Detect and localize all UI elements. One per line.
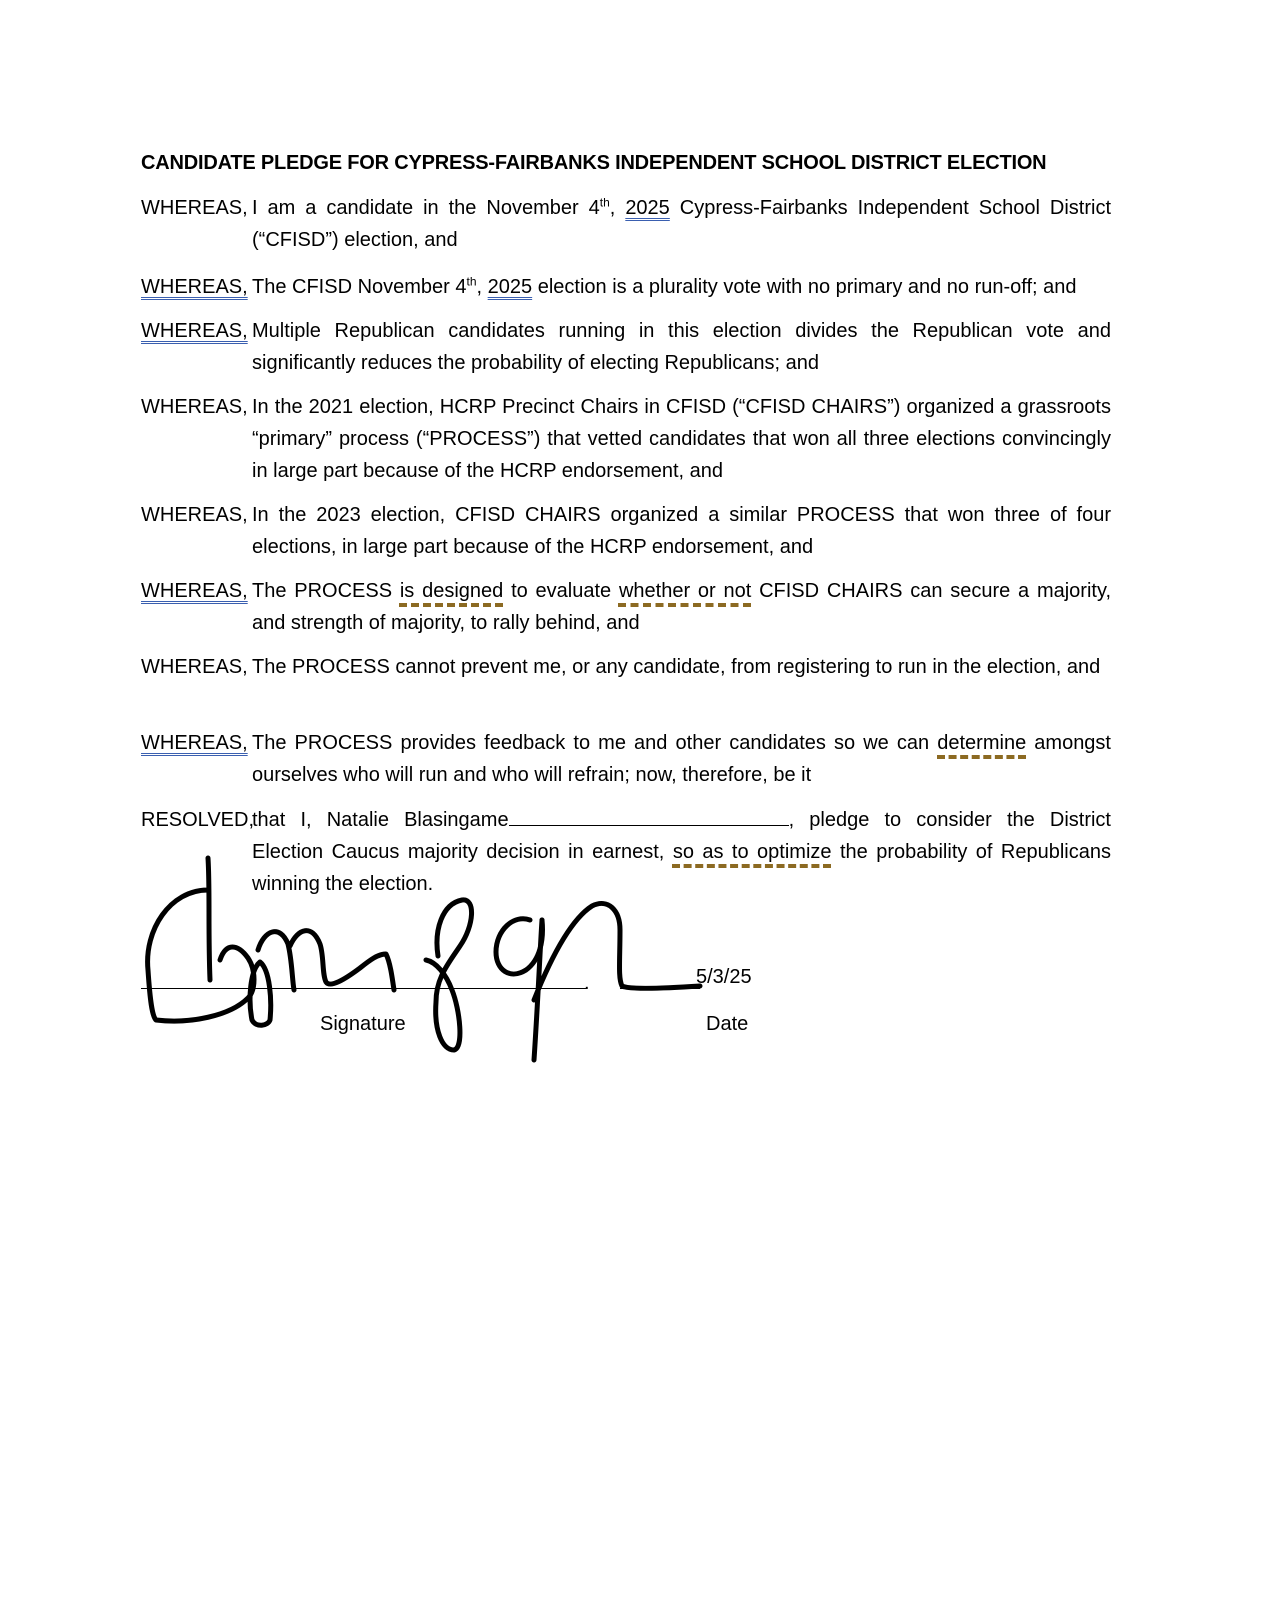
- signature-line-end: .: [584, 972, 590, 994]
- whereas-clause-3: [141, 315, 1111, 379]
- whereas-clause-1: [141, 192, 1111, 256]
- whereas-clause-4: [141, 391, 1111, 487]
- clause-label: RESOLVED,: [141, 809, 254, 831]
- clause-text: The CFISD November 4th, 2025 election is a plurality vote with no primary and no run-off; and: [252, 274, 1077, 298]
- clause-text: The PROCESS is designed to evaluate whether or not CFISD CHAIRS can secure a majority, and strength of majority, to rally behind, and: [252, 580, 1112, 634]
- clause-text: Multiple Republican candidates running in this election divides the Republican vote and significantly reduces the probability of electing Republicans; and: [252, 320, 1111, 374]
- clause-label: WHEREAS,: [141, 732, 248, 754]
- date-caption: Date: [706, 1013, 749, 1035]
- signature-caption: Signature: [320, 1013, 406, 1035]
- clause-label: WHEREAS,: [141, 396, 248, 418]
- clause-label: WHEREAS,: [141, 320, 248, 342]
- clause-label: WHEREAS,: [141, 276, 248, 298]
- clause-text: I am a candidate in the November 4th, 2025 Cypress-Fairbanks Independent School District (“CFISD”) election, and: [252, 195, 1112, 251]
- flagged-phrase: so as to optimize: [672, 841, 832, 863]
- handwritten-signature: [130, 850, 730, 1070]
- clause-label: WHEREAS,: [141, 504, 248, 526]
- clause-label: WHEREAS,: [141, 656, 248, 678]
- flagged-word: 2025: [487, 276, 533, 298]
- clause-label: WHEREAS,: [141, 197, 248, 219]
- whereas-clause-6: [141, 575, 1111, 639]
- signed-date: 5/3/25: [696, 966, 752, 988]
- whereas-clause-5: [141, 499, 1111, 563]
- name-blank-line: [509, 807, 789, 826]
- clause-text: In the 2021 election, HCRP Precinct Chairs in CFISD (“CFISD CHAIRS”) organized a grassroots “primary” process (“PROCESS”) that vetted candidates that won all three elections convincingly in large part because of the HCRP endorsement, and: [252, 396, 1111, 482]
- document-title: CANDIDATE PLEDGE FOR CYPRESS-FAIRBANKS INDEPENDENT SCHOOL DISTRICT ELECTION: [141, 152, 1047, 174]
- clause-text: The PROCESS cannot prevent me, or any candidate, from registering to run in the election, and: [252, 656, 1101, 678]
- flagged-word: 2025: [625, 197, 670, 219]
- clause-text: The PROCESS provides feedback to me and other candidates so we can determine amongst ourselves who will run and who will refrain; now, therefore, be it: [252, 732, 1111, 786]
- clause-label: WHEREAS,: [141, 580, 248, 602]
- clause-text: that I, Natalie Blasingame , pledge to consider the District Election Caucus majority decision in earnest, so as to optimize the probability of Republicans winning the election.: [252, 809, 1111, 895]
- whereas-clause-2: [141, 271, 1111, 303]
- flagged-phrase: is designed: [399, 580, 504, 602]
- whereas-clause-7: [141, 651, 1111, 683]
- flagged-word: determine: [937, 732, 1027, 754]
- clause-text: In the 2023 election, CFISD CHAIRS organized a similar PROCESS that won three of four elections, in large part because of the HCRP endorsement, and: [252, 504, 1111, 558]
- whereas-clause-8: [141, 727, 1111, 791]
- flagged-phrase: whether or not: [618, 580, 752, 602]
